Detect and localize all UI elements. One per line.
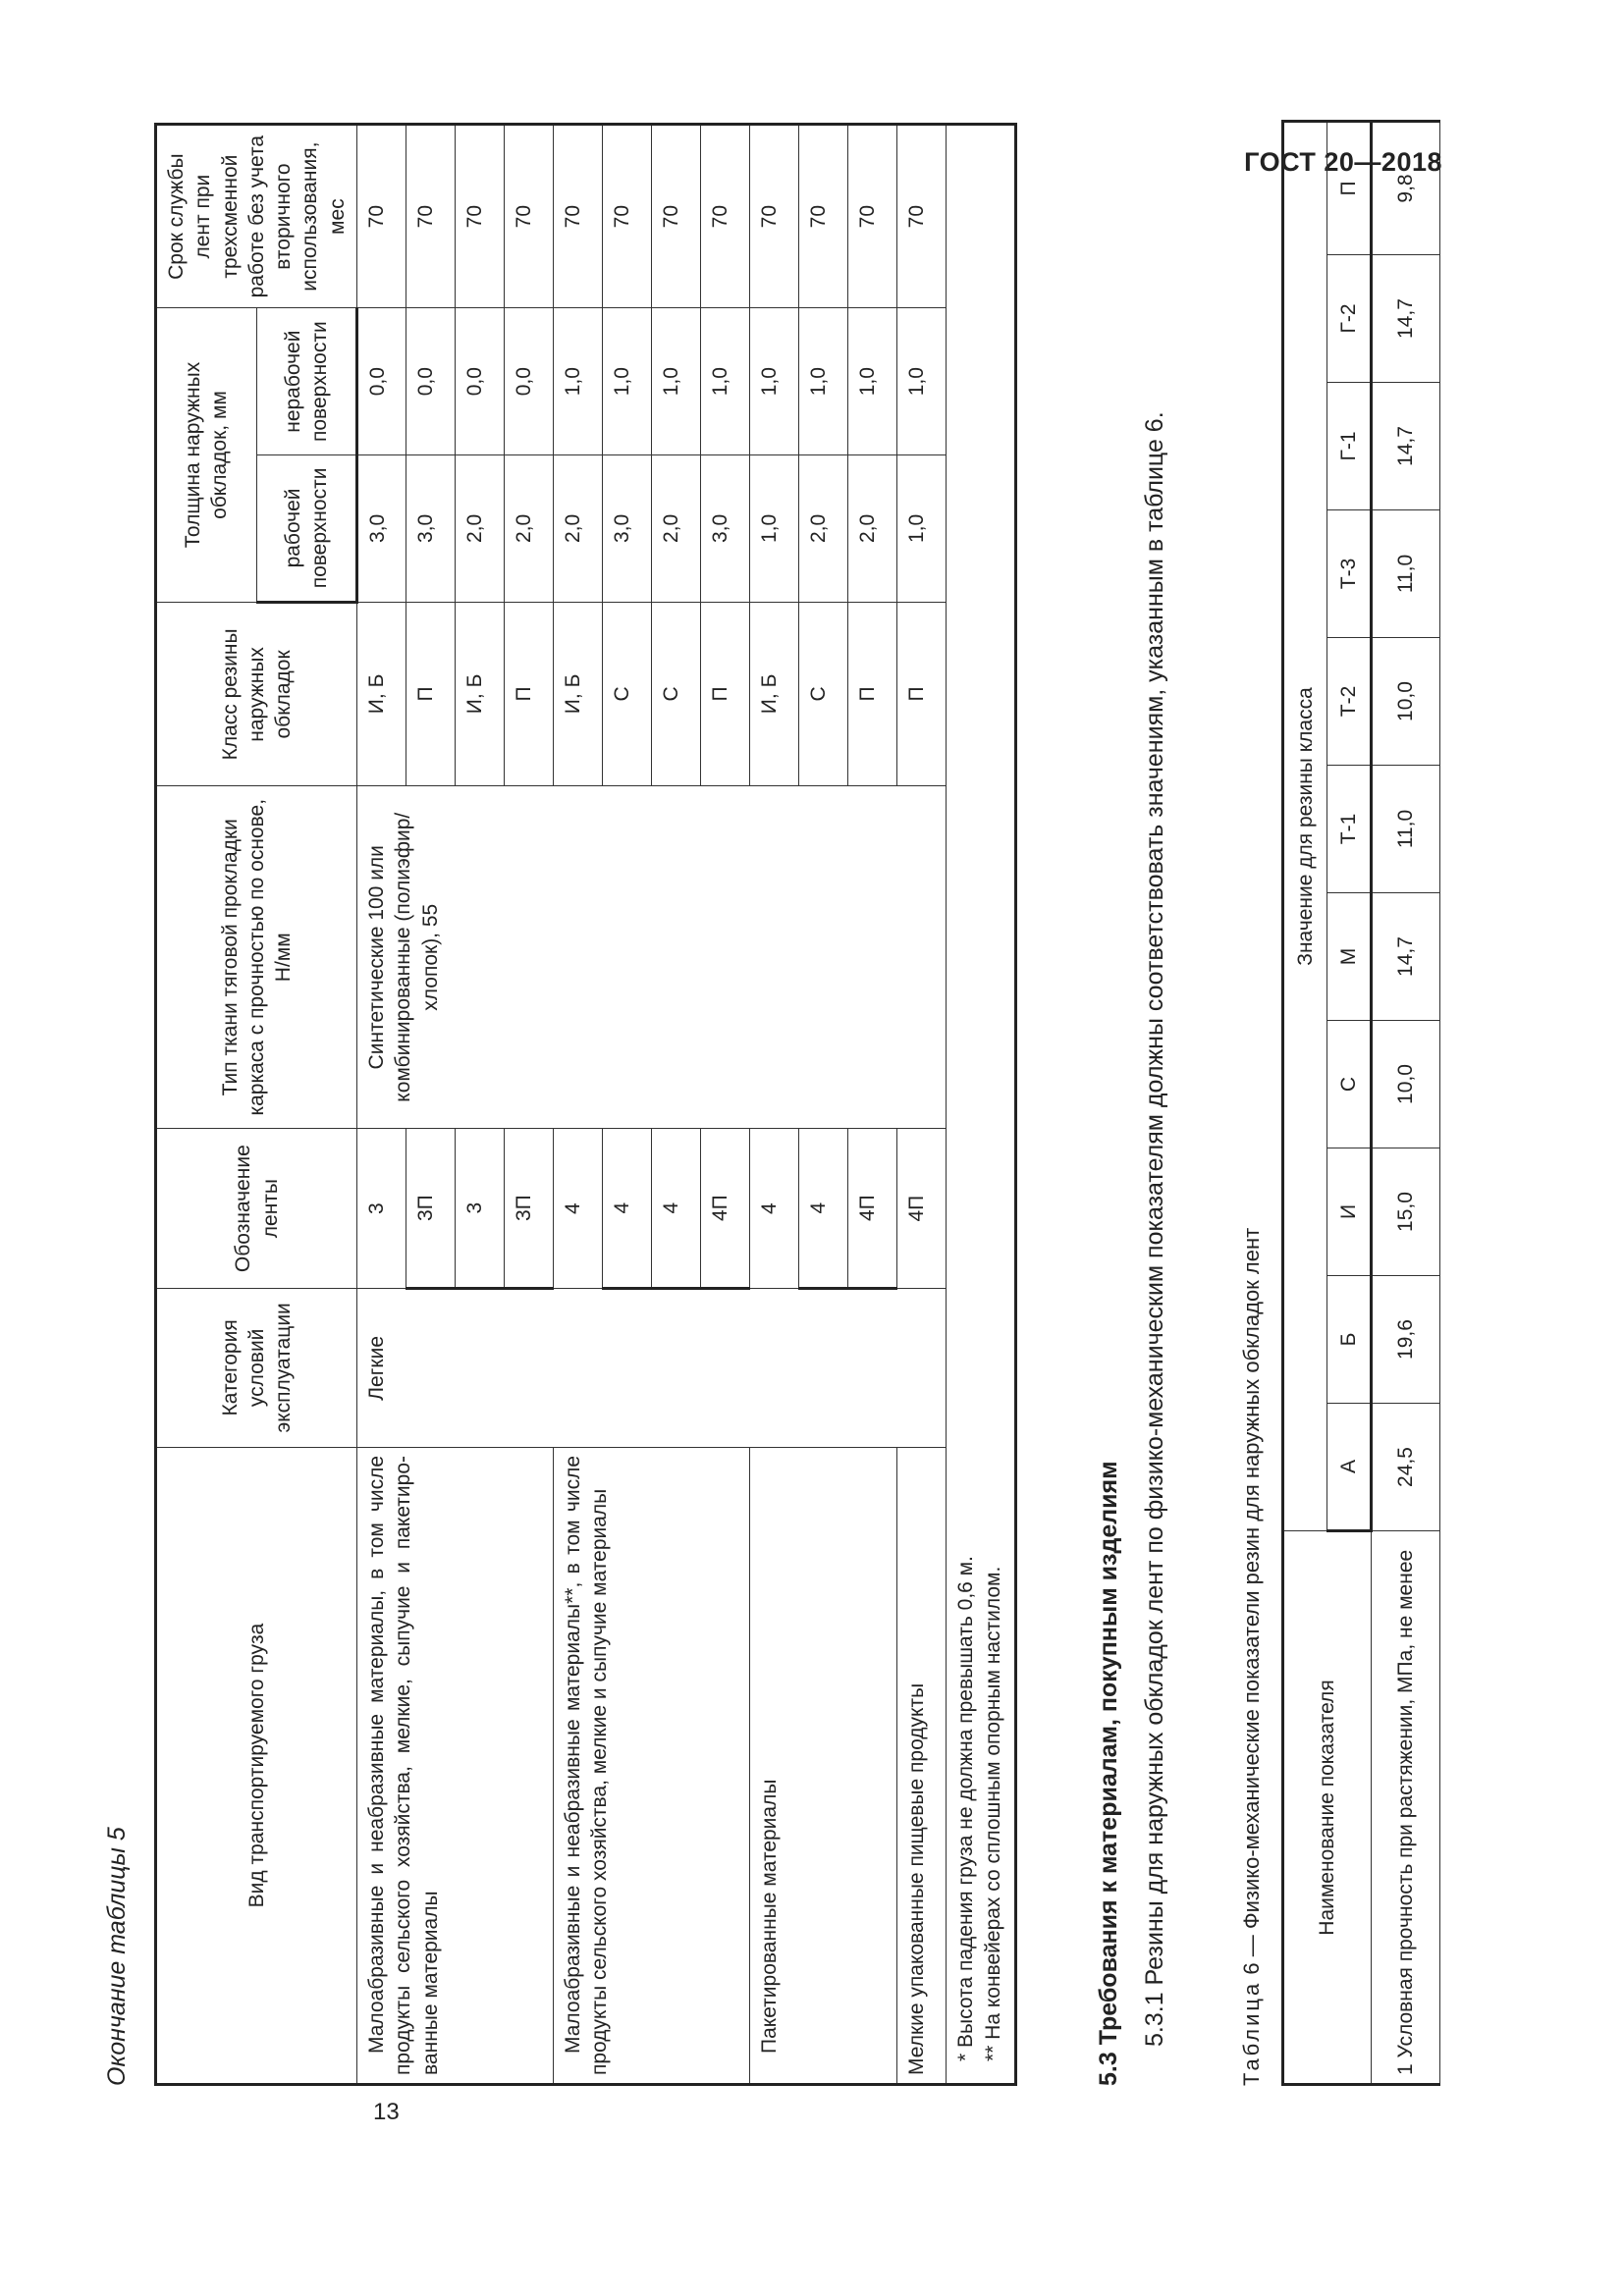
value-cell: 9,8: [1372, 121, 1440, 254]
table-6: [1281, 120, 1440, 2086]
life-cell: 70: [357, 125, 406, 308]
designation-cell: 4П: [701, 1129, 750, 1288]
nonworking-cell: 1,0: [701, 308, 750, 455]
cargo-cell: Малоабразивные и неабразивные материалы**, в том числе продукты сельского хозяйства, мелкие и сыпучие материалы: [554, 1447, 750, 2084]
header-working: рабочей поверхности: [256, 455, 357, 603]
cargo-cell: Пакетированные материалы: [750, 1447, 897, 2084]
header-nonworking: нерабочей поверхности: [256, 308, 357, 455]
rubber-class-cell: П: [505, 602, 554, 785]
class-header: И: [1327, 1148, 1372, 1276]
rubber-class-cell: И, Б: [357, 602, 406, 785]
table-row: [1372, 121, 1440, 2084]
value-cell: 11,0: [1372, 766, 1440, 893]
rubber-class-cell: П: [897, 602, 947, 785]
rubber-class-cell: С: [652, 602, 701, 785]
rubber-class-cell: С: [799, 602, 848, 785]
life-cell: 70: [603, 125, 652, 308]
value-cell: 14,7: [1372, 383, 1440, 510]
cargo-cell: Мелкие упакованные пищевые продукты: [897, 1447, 947, 2084]
value-cell: 15,0: [1372, 1148, 1440, 1276]
table-5: [154, 123, 1017, 2086]
life-cell: 70: [799, 125, 848, 308]
header-thickness: Толщина наружных обкладок, мм: [156, 308, 257, 603]
caption-label: Таблица: [1239, 1980, 1264, 2086]
life-cell: 70: [406, 125, 456, 308]
caption-text: 6 — Физико-механические показатели резин для наружных обкладок лент: [1239, 1227, 1264, 1975]
rubber-class-cell: И, Б: [554, 602, 603, 785]
section-paragraph: 5.3.1 Резины для наружных обкладок лент по физико-механическим показателям должны соответствовать значениям, указанным в таблице 6.: [1141, 411, 1168, 2047]
rubber-class-cell: С: [603, 602, 652, 785]
value-cell: 14,7: [1372, 893, 1440, 1021]
fabric-cell: Синтетические 100 или комбинированные (полиэфир/хлопок), 55: [357, 786, 947, 1129]
table-6-caption: [1239, 1228, 1265, 2086]
note-2: ** На конвейерах со сплошным опорным настилом.: [982, 1566, 1005, 2061]
value-cell: 10,0: [1372, 1021, 1440, 1148]
life-cell: 70: [456, 125, 505, 308]
life-cell: 70: [554, 125, 603, 308]
rubber-class-cell: И, Б: [456, 602, 505, 785]
header-fabric: Тип ткани тяговой прокладки каркаса с прочностью по основе, Н/мм: [156, 786, 357, 1129]
class-header: Г-2: [1327, 255, 1372, 383]
section-title: 5.3 Требования к материалам, покупным изделиям: [1095, 1461, 1122, 2086]
class-header: Г-1: [1327, 383, 1372, 510]
class-header: Т-3: [1327, 510, 1372, 638]
notes-row: [947, 125, 1016, 2085]
category-cell: Легкие: [357, 1288, 947, 1447]
rotated-content: [103, 108, 1418, 2086]
page-number: 13: [373, 2099, 400, 2125]
designation-cell: 4: [554, 1129, 603, 1288]
class-header: Т-2: [1327, 638, 1372, 766]
header-category: Категория условий эксплуатации: [156, 1288, 357, 1447]
working-cell: 2,0: [652, 455, 701, 603]
note-1: * Высота падения груза не должна превышать 0,6 м.: [954, 1556, 978, 2061]
working-cell: 2,0: [799, 455, 848, 603]
designation-cell: 4: [750, 1129, 799, 1288]
header-cargo: Вид транспортируемого груза: [156, 1447, 357, 2084]
life-cell: 70: [505, 125, 554, 308]
designation-cell: 3П: [505, 1129, 554, 1288]
rubber-class-cell: П: [848, 602, 897, 785]
working-cell: 3,0: [357, 455, 406, 603]
working-cell: 2,0: [554, 455, 603, 603]
life-cell: 70: [897, 125, 947, 308]
nonworking-cell: 1,0: [897, 308, 947, 455]
nonworking-cell: 1,0: [799, 308, 848, 455]
standard-header: ГОСТ 20—2018: [1244, 147, 1442, 177]
notes-cell: [947, 125, 1016, 2085]
class-header: Т-1: [1327, 766, 1372, 893]
nonworking-cell: 1,0: [652, 308, 701, 455]
life-cell: 70: [652, 125, 701, 308]
value-cell: 19,6: [1372, 1276, 1440, 1404]
nonworking-cell: 1,0: [848, 308, 897, 455]
nonworking-cell: 0,0: [406, 308, 456, 455]
cargo-cell: Малоабразивные и неабразивные материалы, в том числе продукты сельского хозяйства, мелкие, сыпучие и пакетированные материалы: [357, 1447, 554, 2084]
working-cell: 3,0: [603, 455, 652, 603]
nonworking-cell: 0,0: [357, 308, 406, 455]
continuation-title: Окончание таблицы 5: [103, 1827, 131, 2086]
value-cell: 24,5: [1372, 1404, 1440, 1531]
designation-cell: 3: [456, 1129, 505, 1288]
value-cell: 10,0: [1372, 638, 1440, 766]
class-header: С: [1327, 1021, 1372, 1148]
value-cell: 14,7: [1372, 255, 1440, 383]
designation-cell: 4П: [848, 1129, 897, 1288]
nonworking-cell: 1,0: [750, 308, 799, 455]
nonworking-cell: 1,0: [554, 308, 603, 455]
rubber-class-cell: И, Б: [750, 602, 799, 785]
indicator-name-cell: 1 Условная прочность при растяжении, МПа, не менее: [1372, 1531, 1440, 2085]
table-row: [357, 125, 406, 2085]
header-class-values: Значение для резины класса: [1283, 121, 1327, 1530]
class-header: А: [1327, 1404, 1372, 1531]
working-cell: 2,0: [456, 455, 505, 603]
life-cell: 70: [701, 125, 750, 308]
working-cell: 1,0: [897, 455, 947, 603]
header-life: Срок службы лент при трехсменной работе без учета вторичного использования, мес: [156, 125, 357, 308]
designation-cell: 3П: [406, 1129, 456, 1288]
working-cell: 3,0: [701, 455, 750, 603]
class-header: М: [1327, 893, 1372, 1021]
working-cell: 2,0: [848, 455, 897, 603]
nonworking-cell: 0,0: [456, 308, 505, 455]
life-cell: 70: [848, 125, 897, 308]
designation-cell: 4П: [897, 1129, 947, 1288]
life-cell: 70: [750, 125, 799, 308]
class-header: Б: [1327, 1276, 1372, 1404]
working-cell: 2,0: [505, 455, 554, 603]
class-header: П: [1327, 121, 1372, 254]
designation-cell: 3: [357, 1129, 406, 1288]
header-designation: Обозначение ленты: [156, 1129, 357, 1288]
working-cell: 3,0: [406, 455, 456, 603]
working-cell: 1,0: [750, 455, 799, 603]
designation-cell: 4: [799, 1129, 848, 1288]
designation-cell: 4: [603, 1129, 652, 1288]
header-indicator-name: Наименование показателя: [1283, 1531, 1372, 2085]
header-rubber-class: Класс резины наружных обкладок: [156, 602, 357, 785]
designation-cell: 4: [652, 1129, 701, 1288]
nonworking-cell: 0,0: [505, 308, 554, 455]
rubber-class-cell: П: [701, 602, 750, 785]
rubber-class-cell: П: [406, 602, 456, 785]
nonworking-cell: 1,0: [603, 308, 652, 455]
value-cell: 11,0: [1372, 510, 1440, 638]
